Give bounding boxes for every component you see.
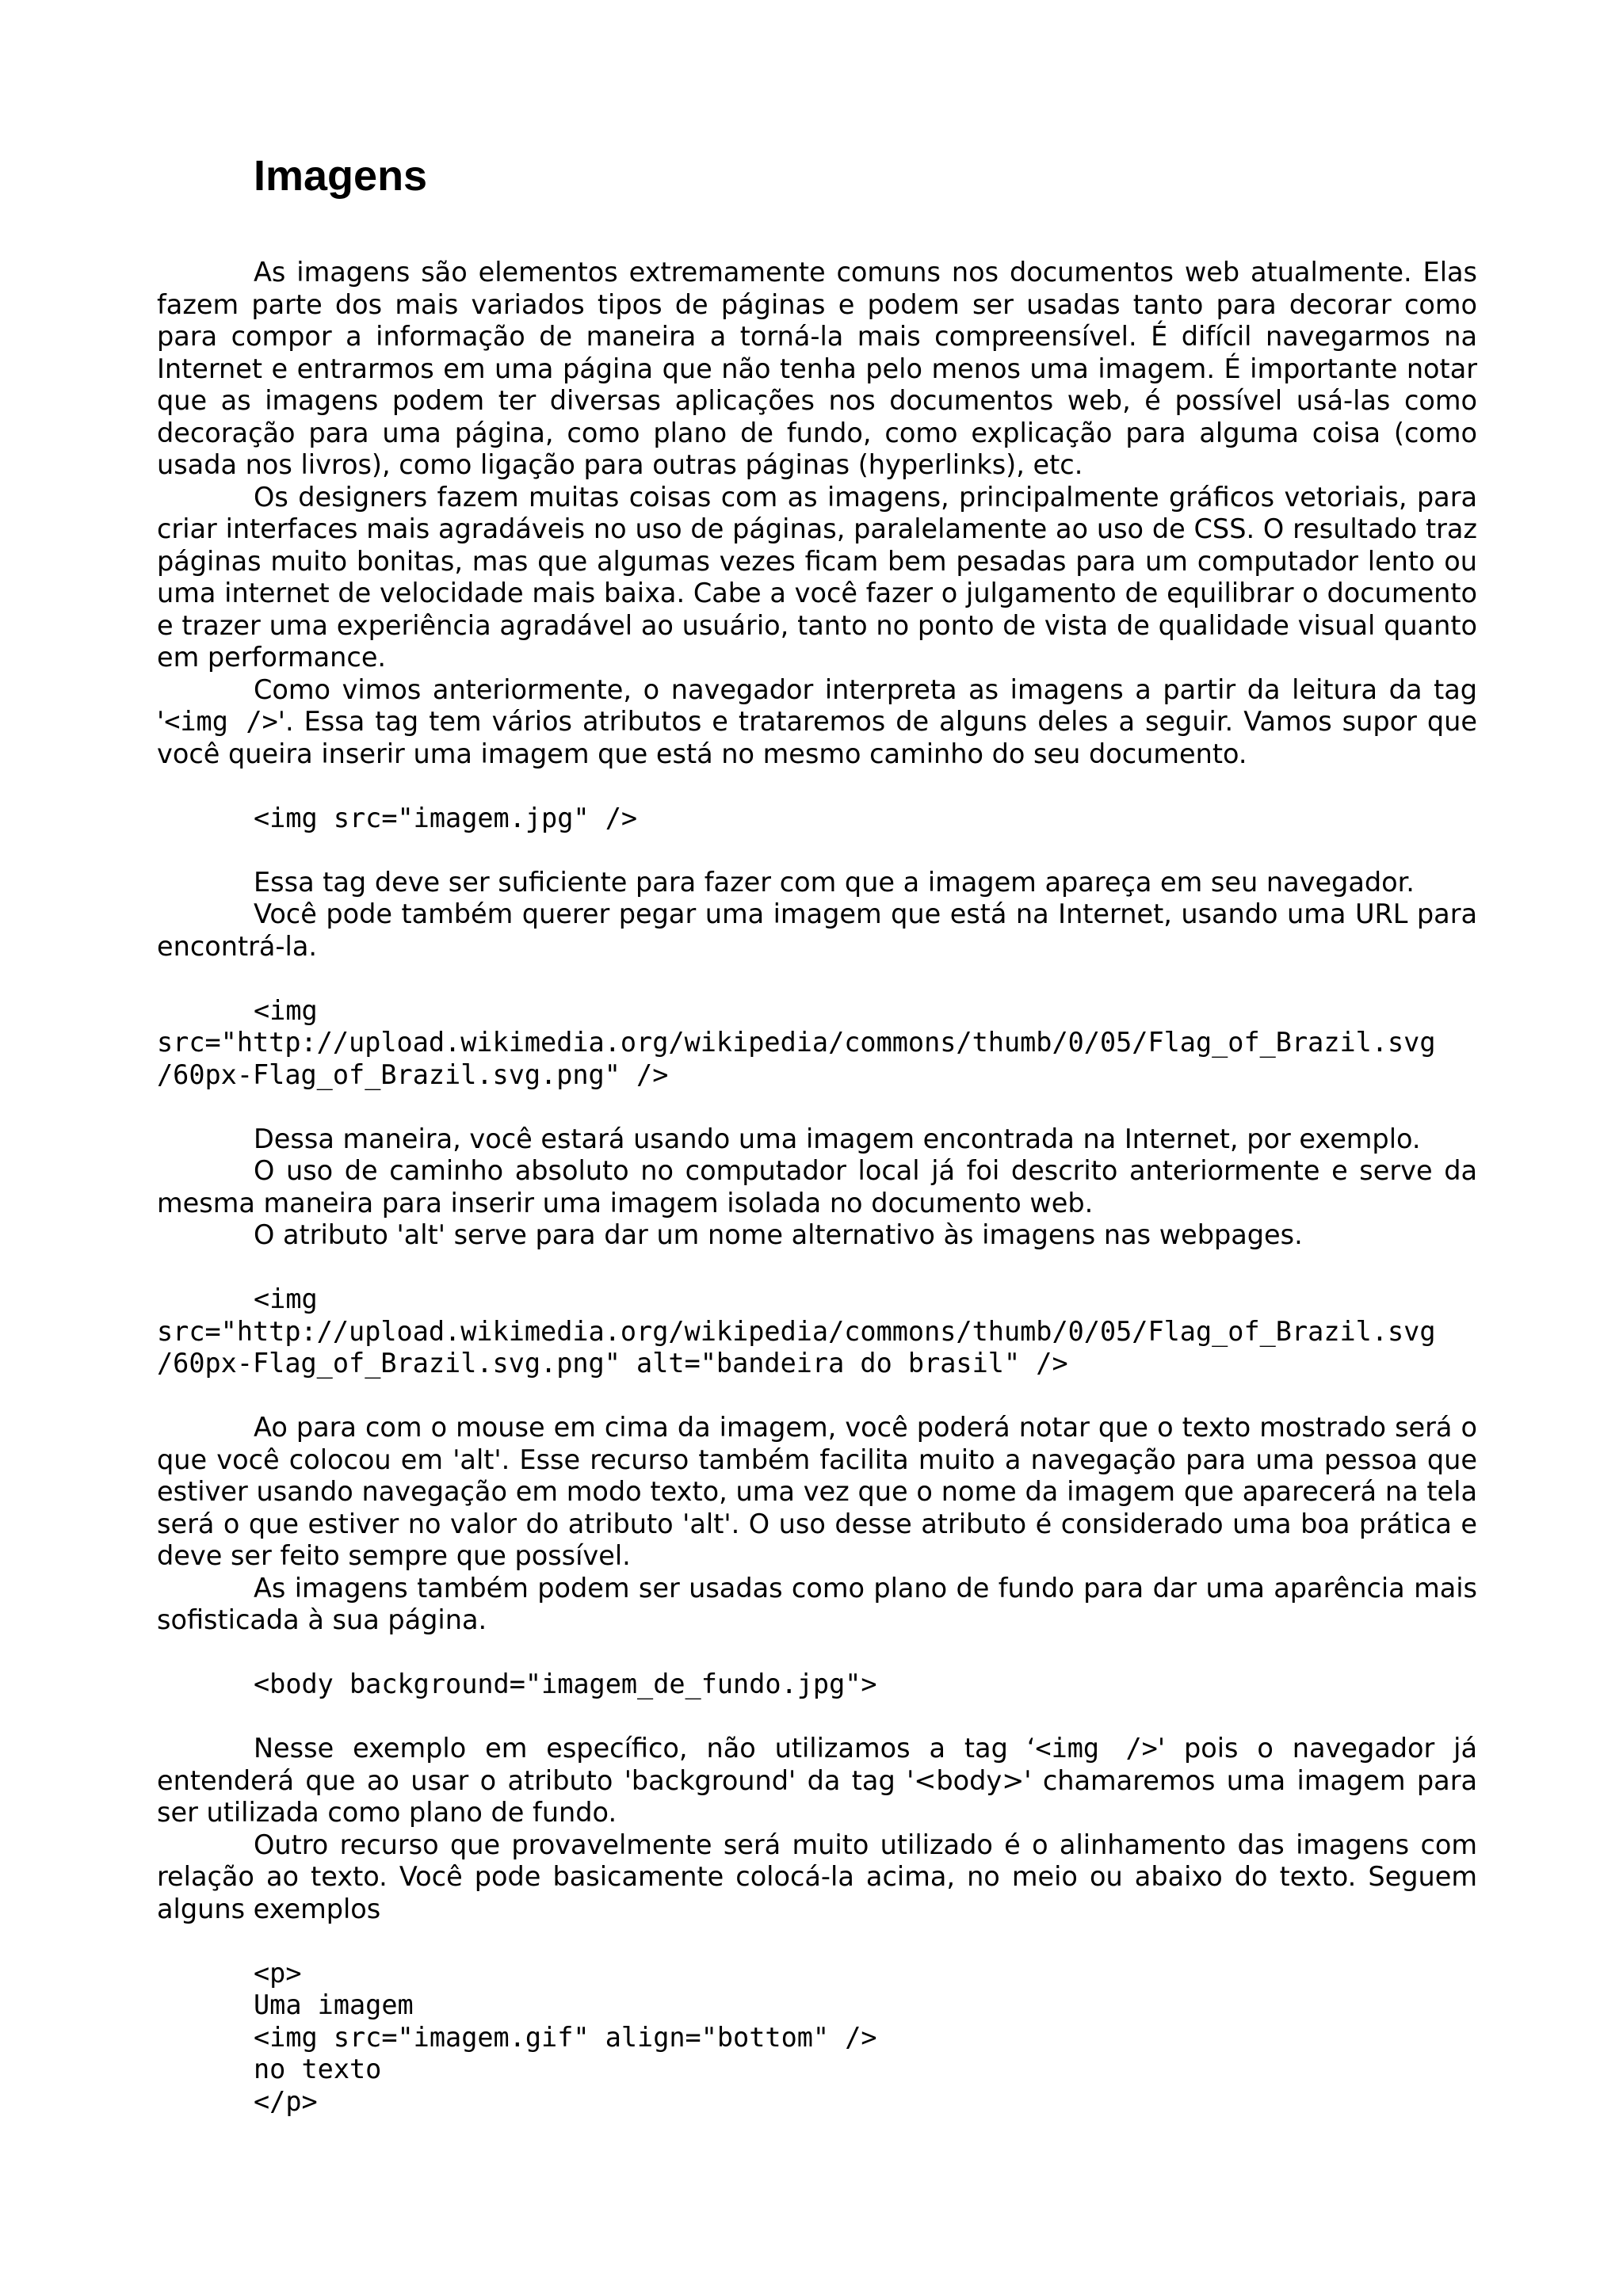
- paragraph-alt-usage: Ao para com o mouse em cima da imagem, você poderá notar que o texto mostrado será o que você colocou em 'alt'. Esse recurso também facilita muito a navegação para uma pessoa que estiver usando navegação em modo texto, uma vez que o nome da imagem que aparecerá na tela será o que estiver no valor do atributo 'alt'. O uso desse atributo é considerado uma boa prática e deve ser feito sempre que possível.: [157, 1412, 1477, 1571]
- paragraph-text: Como vimos anteriormente, o navegador interpreta as imagens a partir da leitura da tag ': [157, 673, 1477, 737]
- code-block-url-image: [157, 995, 1477, 1092]
- paragraph-img-tag: [157, 674, 1477, 771]
- code-block-alignment: [157, 1958, 1477, 2119]
- code-line: Uma imagem: [254, 1989, 414, 2020]
- code-line: src="http://upload.wikimedia.org/wikipedia/commons/thumb/0/05/Flag_of_Brazil.svg: [157, 1027, 1436, 1058]
- code-line: src="http://upload.wikimedia.org/wikipedia/commons/thumb/0/05/Flag_of_Brazil.svg: [157, 1315, 1436, 1347]
- code-line: <img src="imagem.gif" align="bottom" />: [254, 2021, 877, 2053]
- code-line: /60px-Flag_of_Brazil.svg.png" />: [157, 1058, 669, 1090]
- code-block-alt-image: [157, 1283, 1477, 1380]
- paragraph-designers: Os designers fazem muitas coisas com as imagens, principalmente gráficos vetoriais, para criar interfaces mais agradáveis no uso de páginas, paralelamente ao uso de CSS. O resultado traz páginas muito bonitas, mas que algumas vezes ficam bem pesadas para um computador lento ou uma internet de velocidade mais baixa. Cabe a você fazer o julgamento de equilibrar o documento e trazer uma experiência agradável ao usuário, tanto no ponto de vista de qualidade visual quanto em performance.: [157, 481, 1477, 673]
- paragraph-background: As imagens também podem ser usadas como plano de fundo para dar uma aparência mais sofisticada à sua página.: [157, 1572, 1477, 1635]
- paragraph-text: Nesse exemplo em específico, não utilizamos a tag ‘: [254, 1733, 1036, 1764]
- paragraph-url: Você pode também querer pegar uma imagem que está na Internet, usando uma URL para encontrá-la.: [157, 898, 1477, 962]
- paragraph-absolute-path: O uso de caminho absoluto no computador local já foi descrito anteriormente e serve da mesma maneira para inserir uma imagem isolada no documento web.: [157, 1155, 1477, 1219]
- code-line: <img src="imagem.jpg" />: [254, 802, 638, 833]
- code-line: </p>: [254, 2085, 318, 2117]
- code-block-local-image: [157, 803, 1477, 835]
- code-line: <body background="imagem_de_fundo.jpg">: [254, 1669, 877, 1699]
- paragraph-internet-image: Dessa maneira, você estará usando uma imagem encontrada na Internet, por exemplo.: [254, 1123, 1421, 1154]
- code-line: <img: [254, 994, 318, 1026]
- paragraph-text: '. Essa tag tem vários atributos e trataremos de alguns deles a seguir. Vamos supor que você queira inserir uma imagem que está no mesmo caminho do seu documento.: [157, 706, 1477, 769]
- inline-code: <img />: [164, 706, 278, 737]
- paragraph-background-explained: [157, 1733, 1477, 1829]
- paragraph-alt-attribute: O atributo 'alt' serve para dar um nome alternativo às imagens nas webpages.: [254, 1219, 1303, 1250]
- document-page: [157, 151, 1477, 2150]
- document-body: [157, 257, 1477, 2118]
- page-title: Imagens: [254, 152, 428, 200]
- code-block-background: [157, 1669, 1477, 1701]
- paragraph-intro: As imagens são elementos extremamente comuns nos documentos web atualmente. Elas fazem parte dos mais variados tipos de páginas e podem ser usadas tanto para decorar como para compor a informação de maneira a torná-la mais compreensível. É difícil navegarmos na Internet e entrarmos em uma página que não tenha pelo menos uma imagem. É importante notar que as imagens podem ter diversas aplicações nos documentos web, é possível usá-las como decoração para uma página, como plano de fundo, como explicação para alguma coisa (como usada nos livros), como ligação para outras páginas (hyperlinks), etc.: [157, 257, 1477, 480]
- code-line: <p>: [254, 1957, 302, 1989]
- code-line: <img: [254, 1283, 318, 1314]
- code-line: no texto: [254, 2054, 382, 2084]
- paragraph-alignment: Outro recurso que provavelmente será muito utilizado é o alinhamento das imagens com relação ao texto. Você pode basicamente colocá-la acima, no meio ou abaixo do texto. Seguem alguns exemplos: [157, 1829, 1477, 1924]
- inline-code: <img />: [1035, 1733, 1158, 1764]
- paragraph-sufficient: Essa tag deve ser suficiente para fazer com que a imagem apareça em seu navegador.: [254, 866, 1415, 898]
- code-line: /60px-Flag_of_Brazil.svg.png" alt="bandeira do brasil" />: [157, 1348, 1068, 1379]
- paragraph-text: ' pois o navegador já entenderá que ao usar o atributo 'background' da tag '<body>' chamaremos uma imagem para ser utilizada como plano de fundo.: [157, 1733, 1478, 1828]
